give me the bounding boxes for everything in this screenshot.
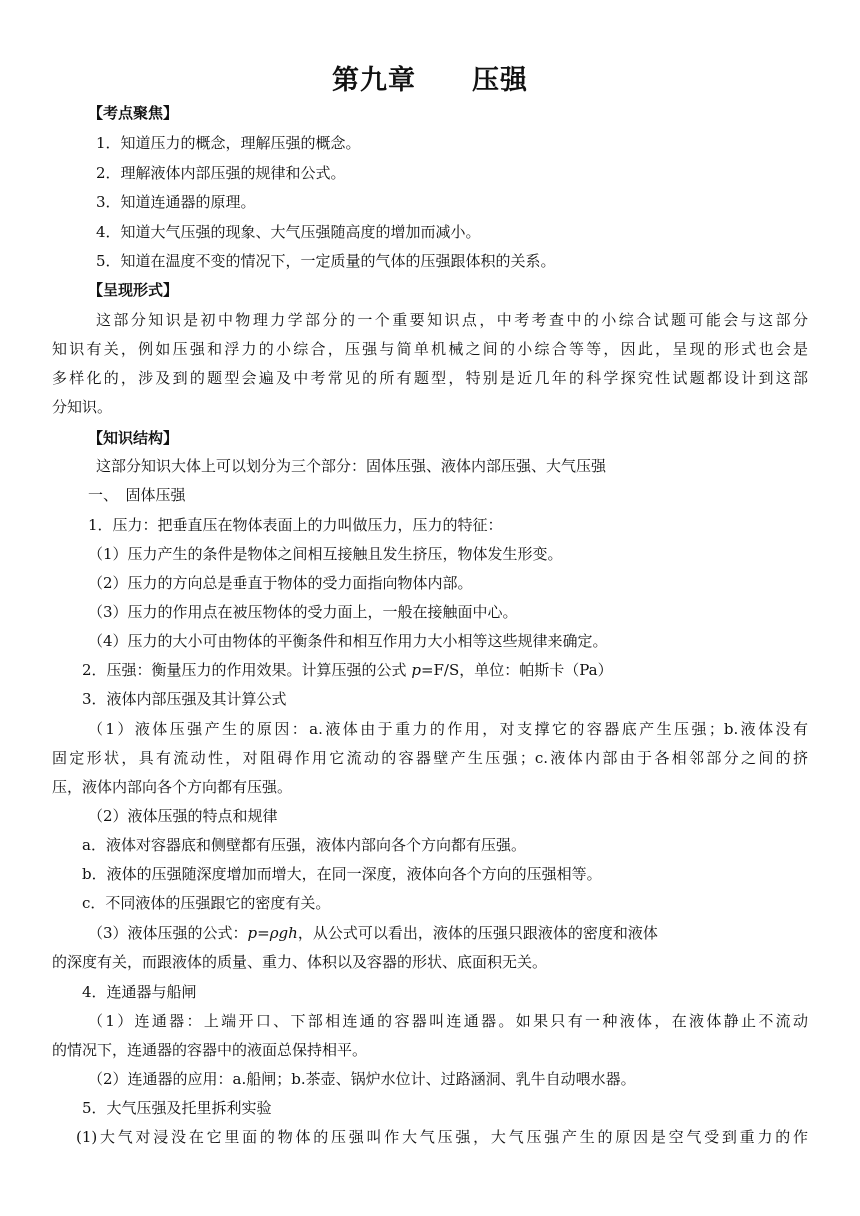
focus-item: 1．知道压力的概念，理解压强的概念。 (96, 134, 361, 152)
liquid-cause-line: 压，液体内部向各个方向都有压强。 (52, 778, 293, 796)
connector-definition-line: （1）连通器：上端开口、下部相连通的容器叫连通器。如果只有一种液体，在液体静止不流动 (88, 1012, 808, 1030)
form-heading: 【呈现形式】 (88, 281, 179, 299)
focus-item: 2．理解液体内部压强的规律和公式。 (96, 164, 346, 182)
focus-item: 3．知道连通器的原理。 (96, 193, 256, 211)
pressure-formula-text: 2．压强：衡量压力的作用效果。计算压强的公式 (82, 661, 412, 679)
liquid-cause-line: （1）液体压强产生的原因：a.液体由于重力的作用，对支撑它的容器底产生压强；b.液体没有 (88, 720, 808, 738)
liquid-formula-note: ，从公式可以看出，液体的压强只跟液体的密度和液体 (297, 924, 658, 942)
liquid-rule: a．液体对容器底和侧壁都有压强，液体内部向各个方向都有压强。 (82, 836, 526, 854)
pressure-feature: （4）压力的大小可由物体的平衡条件和相互作用力大小相等这些规律来确定。 (88, 632, 608, 650)
pressure-formula-line (82, 660, 613, 680)
pressure-formula-var: p (411, 661, 421, 679)
liquid-formula-line (88, 923, 658, 943)
liquid-rule: b．液体的压强随深度增加而增大，在同一深度，液体向各个方向的压强相等。 (82, 865, 602, 883)
atmosphere-heading: 5．大气压强及托里拆利实验 (82, 1099, 272, 1117)
pressure-formula-rest: =F/S (420, 661, 460, 679)
connector-heading: 4．连通器与船闸 (82, 983, 197, 1001)
liquid-formula: p=ρgh (247, 924, 298, 942)
focus-item: 5．知道在温度不变的情况下，一定质量的气体的压强跟体积的关系。 (96, 252, 556, 270)
form-paragraph-line: 多样化的，涉及到的题型会遍及中考常见的所有题型，特别是近几年的科学探究性试题都设计到这部 (52, 369, 808, 387)
liquid-rule: c．不同液体的压强跟它的密度有关。 (82, 894, 331, 912)
connector-definition-line: 的情况下，连通器的容器中的液面总保持相平。 (52, 1041, 368, 1059)
liquid-cause-line: 固定形状，具有流动性，对阻碍作用它流动的容器壁产生压强；c.液体内部由于各相邻部分之间的挤 (52, 749, 808, 767)
pressure-definition: 1．压力：把垂直压在物体表面上的力叫做压力，压力的特征： (88, 516, 503, 534)
atmosphere-definition: (1)大气对浸没在它里面的物体的压强叫作大气压强，大气压强产生的原因是空气受到重力的作 (76, 1128, 808, 1146)
focus-item: 4．知道大气压强的现象、大气压强随高度的增加而减小。 (96, 223, 481, 241)
focus-heading: 【考点聚焦】 (88, 104, 179, 122)
liquid-formula-line2: 的深度有关，而跟液体的质量、重力、体积以及容器的形状、底面积无关。 (52, 953, 548, 971)
pressure-unit-text: ，单位：帕斯卡（Pa） (459, 661, 613, 679)
pressure-feature: （1）压力产生的条件是物体之间相互接触且发生挤压，物体发生形变。 (88, 545, 563, 563)
structure-intro: 这部分知识大体上可以划分为三个部分：固体压强、液体内部压强、大气压强 (96, 457, 607, 475)
form-paragraph-line: 分知识。 (52, 398, 113, 416)
part1-title: 一、 固体压强 (88, 486, 186, 504)
chapter-title: 第九章 压强 (332, 65, 528, 96)
pressure-feature: （2）压力的方向总是垂直于物体的受力面指向物体内部。 (88, 574, 473, 592)
pressure-feature: （3）压力的作用点在被压物体的受力面上，一般在接触面中心。 (88, 603, 518, 621)
liquid-pressure-heading: 3．液体内部压强及其计算公式 (82, 690, 287, 708)
liquid-formula-label: （3）液体压强的公式： (88, 924, 248, 942)
structure-heading: 【知识结构】 (88, 429, 179, 447)
connector-applications: （2）连通器的应用：a.船闸；b.茶壶、锅炉水位计、过路涵洞、乳牛自动喂水器。 (88, 1070, 636, 1088)
form-paragraph-line: 这部分知识是初中物理力学部分的一个重要知识点，中考考查中的小综合试题可能会与这部分 (96, 311, 808, 329)
form-paragraph-line: 知识有关，例如压强和浮力的小综合，压强与简单机械之间的小综合等等，因此，呈现的形式也会是 (52, 340, 808, 358)
liquid-rules-heading: （2）液体压强的特点和规律 (88, 807, 278, 825)
